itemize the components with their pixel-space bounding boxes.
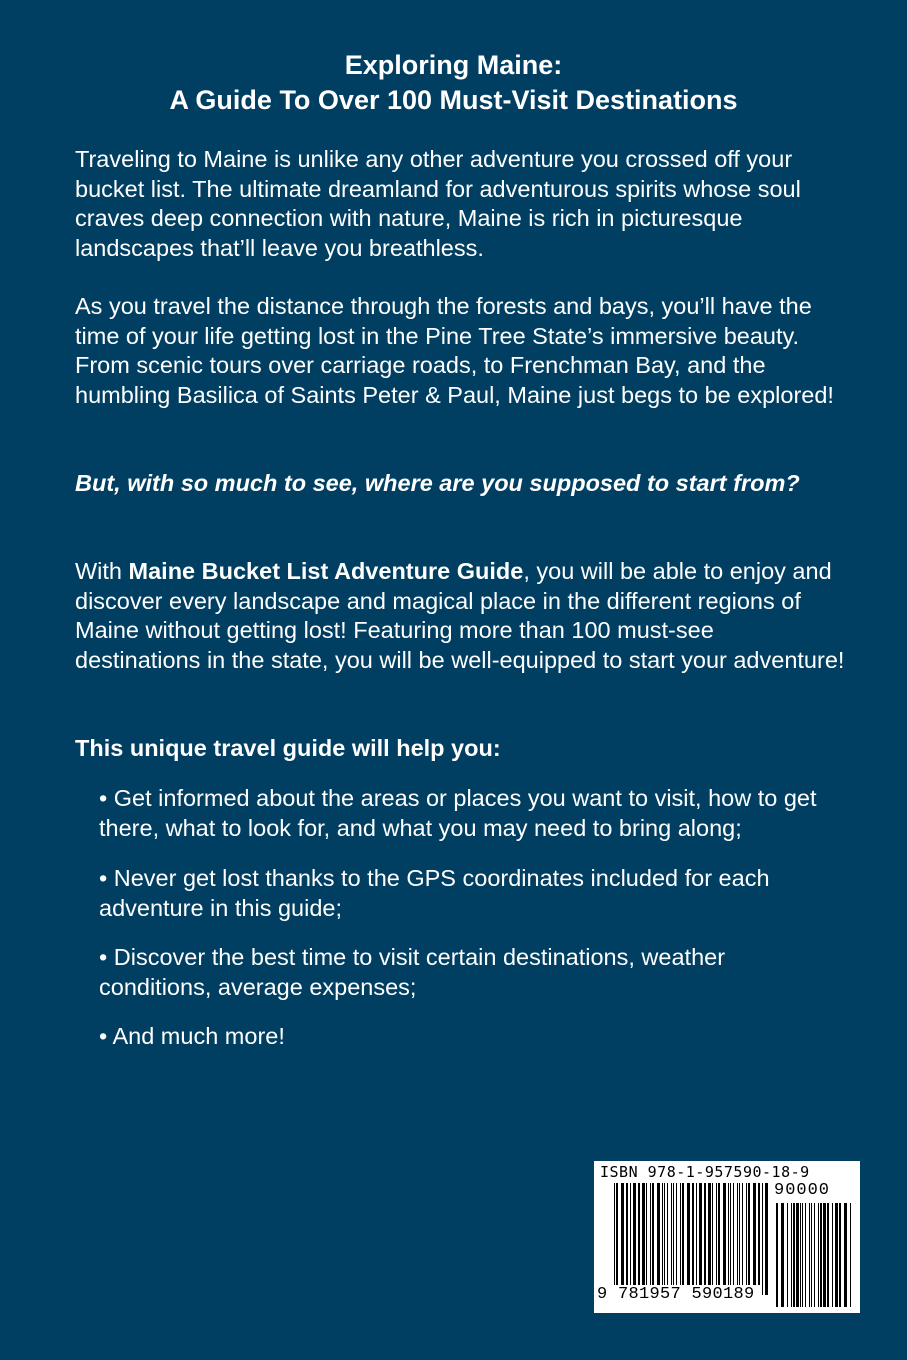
barcode-bar xyxy=(621,1183,624,1285)
barcode-bar xyxy=(796,1203,799,1307)
barcode-bar xyxy=(614,1183,615,1295)
barcode-bar xyxy=(762,1183,763,1295)
question-paragraph: But, with so much to see, where are you supposed to start from? xyxy=(75,470,800,496)
guide-paragraph xyxy=(75,557,845,675)
barcode-bar xyxy=(805,1203,806,1307)
barcode-bar xyxy=(616,1183,618,1295)
barcode-bar xyxy=(733,1183,734,1285)
barcode-bar xyxy=(787,1203,788,1307)
barcode-bar xyxy=(646,1183,647,1285)
barcode-bar xyxy=(811,1203,812,1307)
title-line-1: Exploring Maine: xyxy=(344,50,563,80)
barcode-bar xyxy=(758,1183,760,1285)
barcode-bar xyxy=(671,1183,672,1285)
bullet-item: • And much more! xyxy=(99,1023,285,1049)
barcode-bar xyxy=(682,1183,684,1285)
isbn-barcode xyxy=(594,1161,860,1313)
barcode-bar xyxy=(712,1183,713,1285)
barcode-bar xyxy=(728,1183,729,1285)
barcode-bar xyxy=(814,1203,815,1307)
barcode-bar xyxy=(673,1183,674,1285)
barcode-bar xyxy=(638,1183,640,1285)
barcode-bar xyxy=(791,1203,792,1307)
barcode-bar xyxy=(626,1183,628,1285)
barcode-bar xyxy=(642,1183,645,1285)
barcode-bar xyxy=(630,1183,631,1285)
isbn-label: ISBN 978-1-957590-18-9 xyxy=(600,1163,810,1181)
barcode-bar xyxy=(793,1203,795,1307)
barcode-bar xyxy=(687,1183,690,1285)
barcode-bar xyxy=(765,1183,768,1295)
bullet-item: • Get informed about the areas or places you want to visit, how to get there, what to look for, and what you may need to bring along; xyxy=(99,785,817,841)
travel-paragraph: As you travel the distance through the forests and bays, you’ll have the time of your life getting lost in the Pine Tree State’s immersive beauty. From scenic tours over carriage roads, to Frenchman Bay, and the humbling Basilica of Saints Peter & Paul, Maine just begs to be explored! xyxy=(75,293,834,408)
barcode-bar xyxy=(704,1183,706,1285)
barcode-bar xyxy=(748,1183,750,1285)
barcode-bar xyxy=(753,1183,756,1285)
barcode-bar xyxy=(657,1183,660,1285)
barcode-bar xyxy=(832,1203,833,1307)
barcode-bar xyxy=(746,1183,747,1285)
barcode-bar xyxy=(739,1183,740,1285)
barcode-bar xyxy=(809,1203,810,1307)
barcode-bar xyxy=(696,1183,697,1285)
barcode-bar xyxy=(718,1183,720,1285)
title-line-2: A Guide To Over 100 Must-Visit Destinations xyxy=(169,85,738,115)
barcode-bar xyxy=(664,1183,665,1285)
barcode-bar xyxy=(716,1183,717,1285)
barcode-bar xyxy=(723,1183,726,1285)
bullet-item: • Never get lost thanks to the GPS coordinates included for each adventure in this guide; xyxy=(99,865,770,921)
barcode-bar xyxy=(820,1203,822,1307)
barcode-bar xyxy=(662,1183,663,1285)
barcode-bar xyxy=(652,1183,654,1285)
cover-title xyxy=(0,48,907,118)
barcode-bar xyxy=(802,1203,803,1307)
ean-digits: 9 781957 590189 xyxy=(597,1285,755,1304)
barcode-bar xyxy=(835,1203,838,1307)
barcode-bar xyxy=(633,1183,636,1285)
intro-paragraph: Traveling to Maine is unlike any other adventure you crossed off your bucket list. The ultimate dreamland for adventurous spirits whose soul craves deep connection with nature, Maine is rich in picturesque landscapes that’ll leave you breathless. xyxy=(75,146,801,261)
barcode-bar xyxy=(737,1183,738,1285)
barcode-bar xyxy=(827,1203,829,1307)
barcode-bar xyxy=(667,1183,668,1285)
bullet-item: • Discover the best time to visit certain destinations, weather conditions, average expenses; xyxy=(99,944,726,1000)
barcode-bar xyxy=(650,1183,651,1285)
barcode-bar xyxy=(676,1183,677,1285)
barcode-bar xyxy=(850,1203,851,1307)
addon-digits: 90000 xyxy=(774,1181,831,1200)
help-heading: This unique travel guide will help you: xyxy=(75,735,501,761)
guide-paragraph-suffix: , you will be able to enjoy and discover every landscape and magical place in the different regions of Maine without getting lost! Featuring more than 100 must-see destinations in the state, you will be well-equipped to start your adventure! xyxy=(75,558,845,673)
barcode-bar xyxy=(844,1203,847,1307)
barcode-bar xyxy=(818,1203,819,1307)
book-title-bold: Maine Bucket List Adventure Guide xyxy=(128,558,524,584)
barcode-bar xyxy=(680,1183,681,1285)
barcode-bar xyxy=(699,1183,702,1285)
guide-paragraph-prefix: With xyxy=(75,558,129,584)
barcode-bar xyxy=(692,1183,694,1295)
barcode-bar xyxy=(839,1203,841,1307)
barcode-bar xyxy=(800,1203,801,1307)
barcode-bar xyxy=(708,1183,711,1285)
barcode-bar xyxy=(730,1183,731,1285)
barcode-bar xyxy=(742,1183,743,1285)
barcode-bar xyxy=(823,1203,826,1307)
barcode-bar xyxy=(776,1203,778,1307)
barcode-bar xyxy=(781,1203,784,1307)
